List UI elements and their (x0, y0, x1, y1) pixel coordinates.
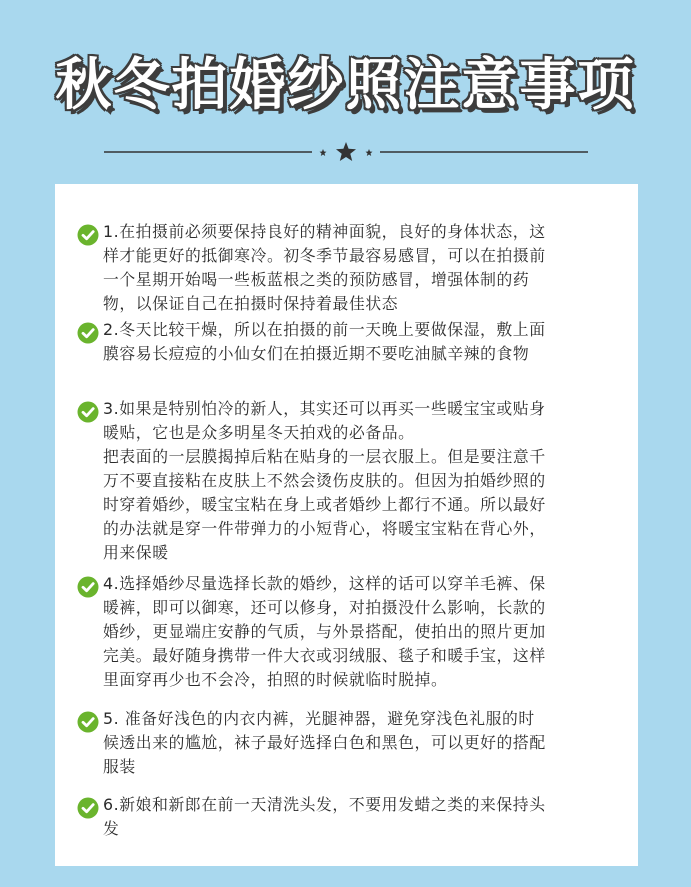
list-item (77, 793, 617, 841)
list-item (77, 572, 617, 692)
item-text: 6.新娘和新郎在前一天清洗头发，不要用发蜡之类的来保持头 发 (103, 795, 546, 838)
item-text: 3.如果是特别怕冷的新人，其实还可以再买一些暖宝宝或贴身 暖贴，它也是众多明星冬天拍戏的必备品。 把表面的一层膜揭掉后粘在贴身的一层衣服上。但是要注意千 万不要直接粘在皮肤上不然会烫伤皮肤的。但因为拍婚纱照的 时穿着婚纱，暖宝宝粘在身上或者婚纱上都行不通。所以最好 的办法就是穿一件带弹力的小短背心，将暖宝宝粘在背心外， 用来保暖 (103, 399, 546, 562)
item-text: 5. 准备好浅色的内衣内裤，光腿神器，避免穿浅色礼服的时 候透出来的尴尬，袜子最好选择白色和黑色，可以更好的搭配 服装 (103, 709, 546, 776)
check-circle-icon (77, 322, 99, 344)
big-star-icon (336, 142, 356, 161)
check-circle-icon (77, 576, 99, 598)
content-card (55, 184, 638, 866)
check-circle-icon (77, 711, 99, 733)
check-circle-icon (77, 797, 99, 819)
list-item (77, 220, 617, 316)
star-divider (104, 141, 588, 163)
small-star-icon (320, 149, 327, 156)
small-star-icon (366, 149, 373, 156)
check-circle-icon (77, 401, 99, 423)
list-item (77, 707, 617, 779)
item-text: 4.选择婚纱尽量选择长款的婚纱，这样的话可以穿羊毛裤、保 暖裤，即可以御寒，还可以修身，对拍摄没什么影响，长款的 婚纱，更显端庄安静的气质，与外景搭配，使拍出的照片更加 完美。最好随身携带一件大衣或羽绒服、毯子和暖手宝，这样 里面穿再少也不会冷，拍照的时候就临时脱掉。 (103, 574, 546, 689)
page-title: 秋冬拍婚纱照注意事项 (55, 53, 636, 118)
item-text: 1.在拍摄前必须要保持良好的精神面貌，良好的身体状态，这 样才能更好的抵御寒冷。初冬季节最容易感冒，可以在拍摄前 一个星期开始喝一些板蓝根之类的预防感冒，增强体制的药 物，以保证自己在拍摄时保持着最佳状态 (103, 222, 546, 313)
list-item (77, 397, 617, 565)
check-circle-icon (77, 224, 99, 246)
item-text: 2.冬天比较干燥，所以在拍摄的前一天晚上要做保湿，敷上面 膜容易长痘痘的小仙女们在拍摄近期不要吃油腻辛辣的食物 (103, 320, 546, 363)
list-item (77, 318, 617, 366)
